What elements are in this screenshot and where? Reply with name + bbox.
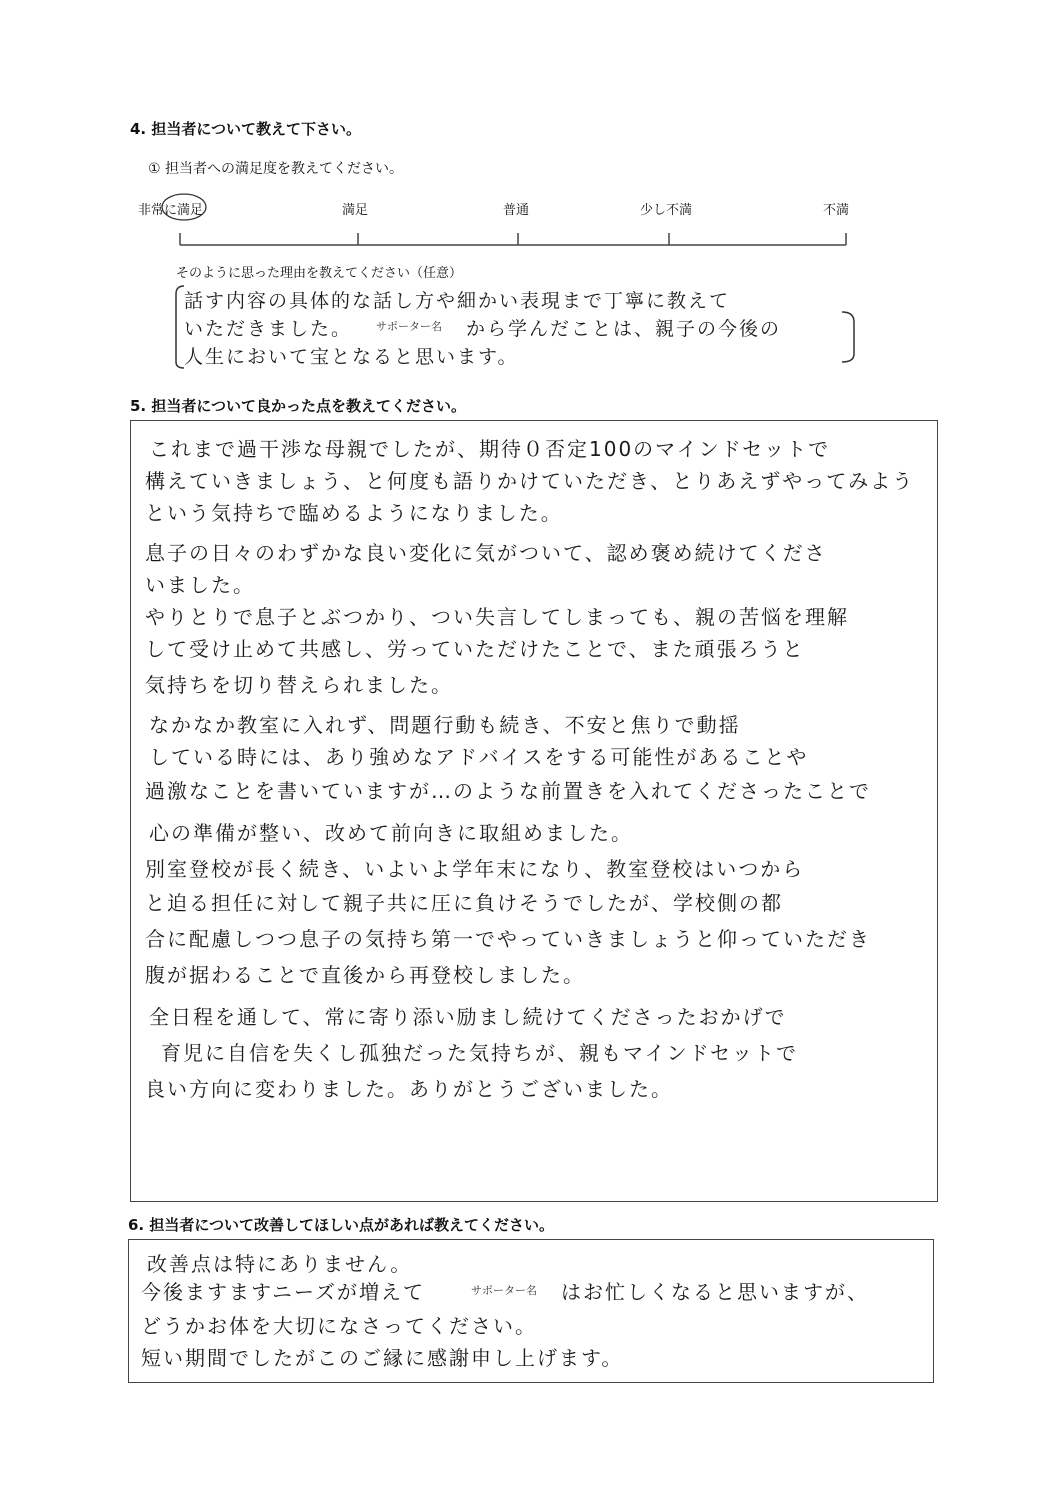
q5-line-6: やりとりで息子とぶつかり、つい失言してしまっても、親の苦悩を理解 [145, 605, 849, 629]
q6-line-5: 短い期間でしたがこのご縁に感謝申し上げます。 [141, 1346, 624, 1370]
q6-line-4: どうかお体を大切になさってください。 [141, 1314, 537, 1338]
q5-line-13: 別室登校が長く続き、いよいよ学年末になり、教室登校はいつから [145, 857, 805, 881]
q5-line-16: 腹が据わることで直後から再登校しました。 [145, 963, 585, 987]
q5-line-12: 心の準備が整い、改めて前向きに取組めました。 [149, 821, 633, 845]
scale-slightly-dissatisfied[interactable]: 少し不満 [640, 203, 693, 218]
q6-answer-box [128, 1239, 934, 1383]
supporter-name-stamp-2: サポーター名 [471, 1284, 537, 1297]
q5-line-8: 気持ちを切り替えられました。 [145, 673, 453, 697]
scale-dissatisfied[interactable]: 不満 [823, 203, 850, 218]
scale-neutral[interactable]: 普通 [503, 203, 530, 218]
q5-heading: 5. 担当者について良かった点を教えてください。 [130, 397, 467, 415]
q5-line-14: と迫る担任に対して親子共に圧に負けそうでしたが、学校側の都 [145, 891, 783, 915]
q6-line-3: はお忙しくなると思いますが、 [561, 1280, 869, 1304]
q5-line-17: 全日程を通して、常に寄り添い励まし続けてくださったおかげで [149, 1005, 787, 1029]
reason-line-1: 話す内容の具体的な話し方や細かい表現まで丁寧に教えて [184, 290, 731, 312]
q6-line-2: 今後ますますニーズが増えて [141, 1280, 425, 1304]
scale-line [160, 185, 880, 255]
q4-heading: 4. 担当者について教えて下さい。 [130, 120, 362, 138]
q5-line-15: 合に配慮しつつ息子の気持ち第一でやっていきましょうと仰っていただき [145, 927, 871, 951]
q5-line-10: している時には、あり強めなアドバイスをする可能性があることや [149, 745, 809, 769]
q5-line-9: なかなか教室に入れず、問題行動も続き、不安と焦りで動揺 [149, 713, 741, 737]
reason-line-2: いただきました。 [184, 318, 353, 340]
q5-line-4: 息子の日々のわずかな良い変化に気がついて、認め褒め続けてくださ [145, 541, 827, 565]
scale-satisfied[interactable]: 満足 [342, 203, 369, 218]
q5-line-3: という気持ちで臨めるようになりました。 [145, 501, 563, 525]
reason-line-3: から学んだことは、親子の今後の [466, 318, 782, 340]
reason-line-4: 人生において宝となると思います。 [184, 346, 519, 368]
reason-label: そのように思った理由を教えてください（任意） [176, 266, 463, 281]
q4-sub-question: ① 担当者への満足度を教えてください。 [148, 161, 403, 177]
q5-line-19: 良い方向に変わりました。ありがとうございました。 [145, 1077, 673, 1101]
q5-answer-box [130, 420, 938, 1202]
supporter-name-stamp: サポーター名 [376, 320, 442, 333]
selection-circle-mark [162, 194, 206, 220]
q5-line-1: これまで過干渉な母親でしたが、期待０否定100のマインドセットで [149, 437, 831, 461]
q6-heading: 6. 担当者について改善してほしい点があれば教えてください。 [128, 1216, 555, 1234]
q5-line-2: 構えていきましょう、と何度も語りかけていただき、とりあえずやってみよう [145, 469, 915, 493]
scale-very-satisfied[interactable]: 非常に満足 [138, 203, 204, 218]
q5-line-5: いました。 [145, 573, 255, 597]
q5-line-7: して受け止めて共感し、労っていただけたことで、また頑張ろうと [145, 637, 805, 661]
q5-line-18: 育児に自信を失くし孤独だった気持ちが、親もマインドセットで [161, 1041, 798, 1065]
q5-line-11: 過激なことを書いていますが…のような前置きを入れてくださったことで [145, 779, 871, 803]
q6-line-1: 改善点は特にありません。 [147, 1252, 413, 1276]
